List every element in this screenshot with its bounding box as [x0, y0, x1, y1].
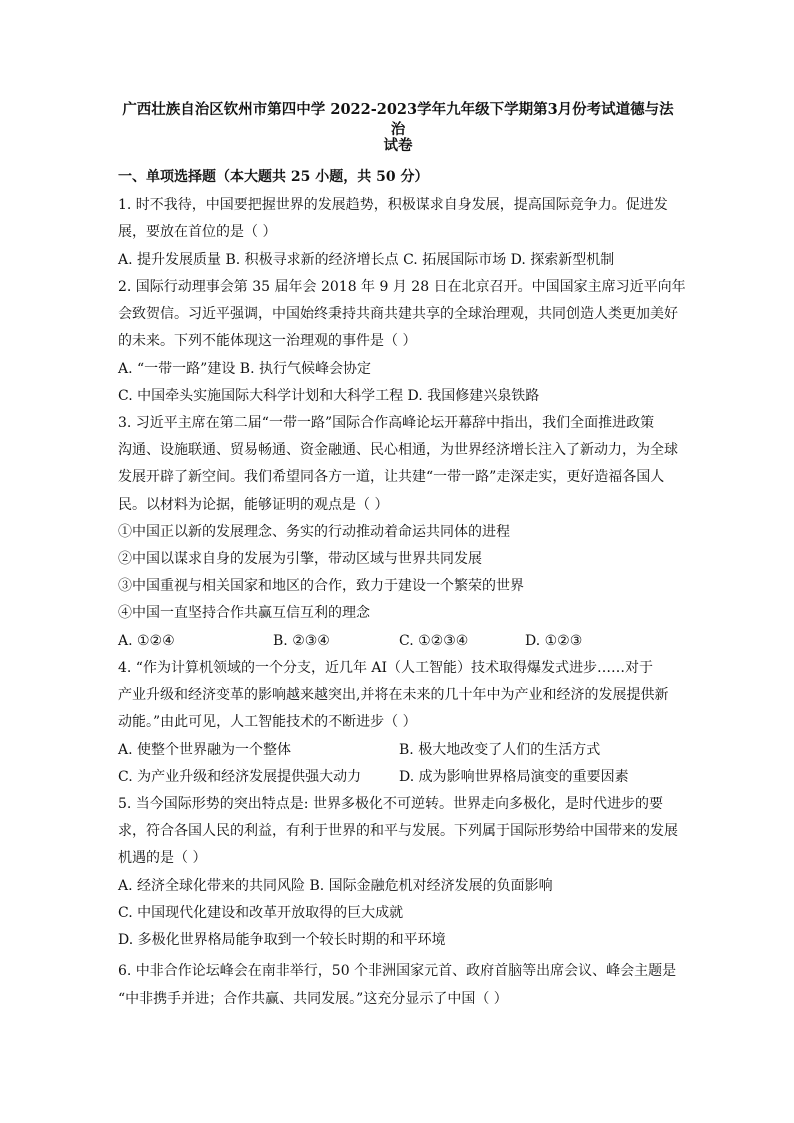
q2-stem-line: 会致贺信。习近平强调，中国始终秉持共商共建共享的全球治理观，共同创造人类更加美好: [118, 306, 678, 322]
q3-statement: ②中国以谋求自身的发展为引擎，带动区域与世界共同发展: [118, 551, 482, 567]
q3-option-a: A. ①②④: [118, 633, 175, 649]
q5-stem-line: 5. 当今国际形势的突出特点是: 世界多极化不可逆转。世界走向多极化，是时代进步的要: [118, 796, 663, 812]
q4-option-d: D. 成为影响世界格局演变的重要因素: [399, 769, 629, 785]
q3-statement: ③中国重视与相关国家和地区的合作，致力于建设一个繁荣的世界: [118, 578, 524, 594]
q4-option-a: A. 使整个世界融为一个整体: [118, 742, 292, 758]
q3-stem-line: 3. 习近平主席在第二届“一带一路”国际合作高峰论坛开幕辞中指出，我们全面推进政策: [118, 415, 655, 431]
q4-option-b: B. 极大地改变了人们的生活方式: [399, 742, 601, 758]
q5-options-line: C. 中国现代化建设和改革开放取得的巨大成就: [118, 905, 404, 921]
q3-option-d: D. ①②③: [525, 633, 583, 649]
q2-stem-line: 的未来。下列不能体现这一治理观的事件是（ ）: [118, 333, 417, 349]
q1-stem-line: 展，要放在首位的是（ ）: [118, 224, 277, 240]
q3-option-c: C. ①②③④: [399, 633, 469, 649]
q2-options-line: C. 中国牵头实施国际大科学计划和大科学工程 D. 我国修建兴泉铁路: [118, 388, 540, 404]
q4-stem-line: 产业升级和经济变革的影响越来越突出,并将在未来的几十年中为产业和经济的发展提供新: [118, 687, 669, 703]
q5-options-line: D. 多极化世界格局能争取到一个较长时期的和平环境: [118, 932, 446, 948]
q3-stem-line: 民。以材料为论据，能够证明的观点是（ ）: [118, 497, 389, 513]
q2-stem-line: 2. 国际行动理事会第 35 届年会 2018 年 9 月 28 日在北京召开。中国国家主席习近平向年: [118, 279, 686, 295]
q4-option-c: C. 为产业升级和经济发展提供强大动力: [118, 769, 362, 785]
q5-stem-line: 机遇的是（ ）: [118, 850, 207, 866]
q1-options: A. 提升发展质量 B. 积极寻求新的经济增长点 C. 拓展国际市场 D. 探索新型机制: [118, 252, 615, 268]
q5-options-line: A. 经济全球化带来的共同风险 B. 国际金融危机对经济发展的负面影响: [118, 878, 553, 894]
q6-stem-line: 6. 中非合作论坛峰会在南非举行，50 个非洲国家元首、政府首脑等出席会议、峰会主题是: [118, 963, 677, 979]
exam-title-line2: 试卷: [383, 137, 413, 154]
exam-title-line1: 广西壮族自治区钦州市第四中学 2022-2023学年九年级下学期第3月份考试道德与法治: [122, 101, 674, 138]
q3-statement: ①中国正以新的发展理念、务实的行动推动着命运共同体的进程: [118, 524, 510, 540]
section-heading: 一、单项选择题（本大题共 25 小题，共 50 分）: [118, 169, 429, 185]
q6-stem-line: “中非携手并进；合作共赢、共同发展。”这充分显示了中国（ ）: [118, 991, 508, 1007]
q3-statement: ④中国一直坚持合作共赢互信互利的理念: [118, 605, 370, 621]
q2-options-line: A. “一带一路”建设 B. 执行气候峰会协定: [118, 361, 371, 377]
q3-option-b: B. ②③④: [273, 633, 330, 649]
q4-stem-line: 动能。”由此可见，人工智能技术的不断进步（ ）: [118, 714, 417, 730]
q3-stem-line: 发展开辟了新空间。我们希望同各方一道，让共建“一带一路”走深走实，更好造福各国人: [118, 469, 665, 485]
q3-stem-line: 沟通、设施联通、贸易畅通、资金融通、民心相通，为世界经济增长注入了新动力，为全球: [118, 442, 678, 458]
q1-stem-line: 1. 时不我待，中国要把握世界的发展趋势，积极谋求自身发展，提高国际竞争力。促进发: [118, 197, 668, 213]
q4-stem-line: 4. “作为计算机领域的一个分支，近几年 AI（人工智能）技术取得爆发式进步……对于: [118, 660, 654, 676]
q5-stem-line: 求，符合各国人民的利益，有利于世界的和平与发展。下列属于国际形势给中国带来的发展: [118, 823, 678, 839]
